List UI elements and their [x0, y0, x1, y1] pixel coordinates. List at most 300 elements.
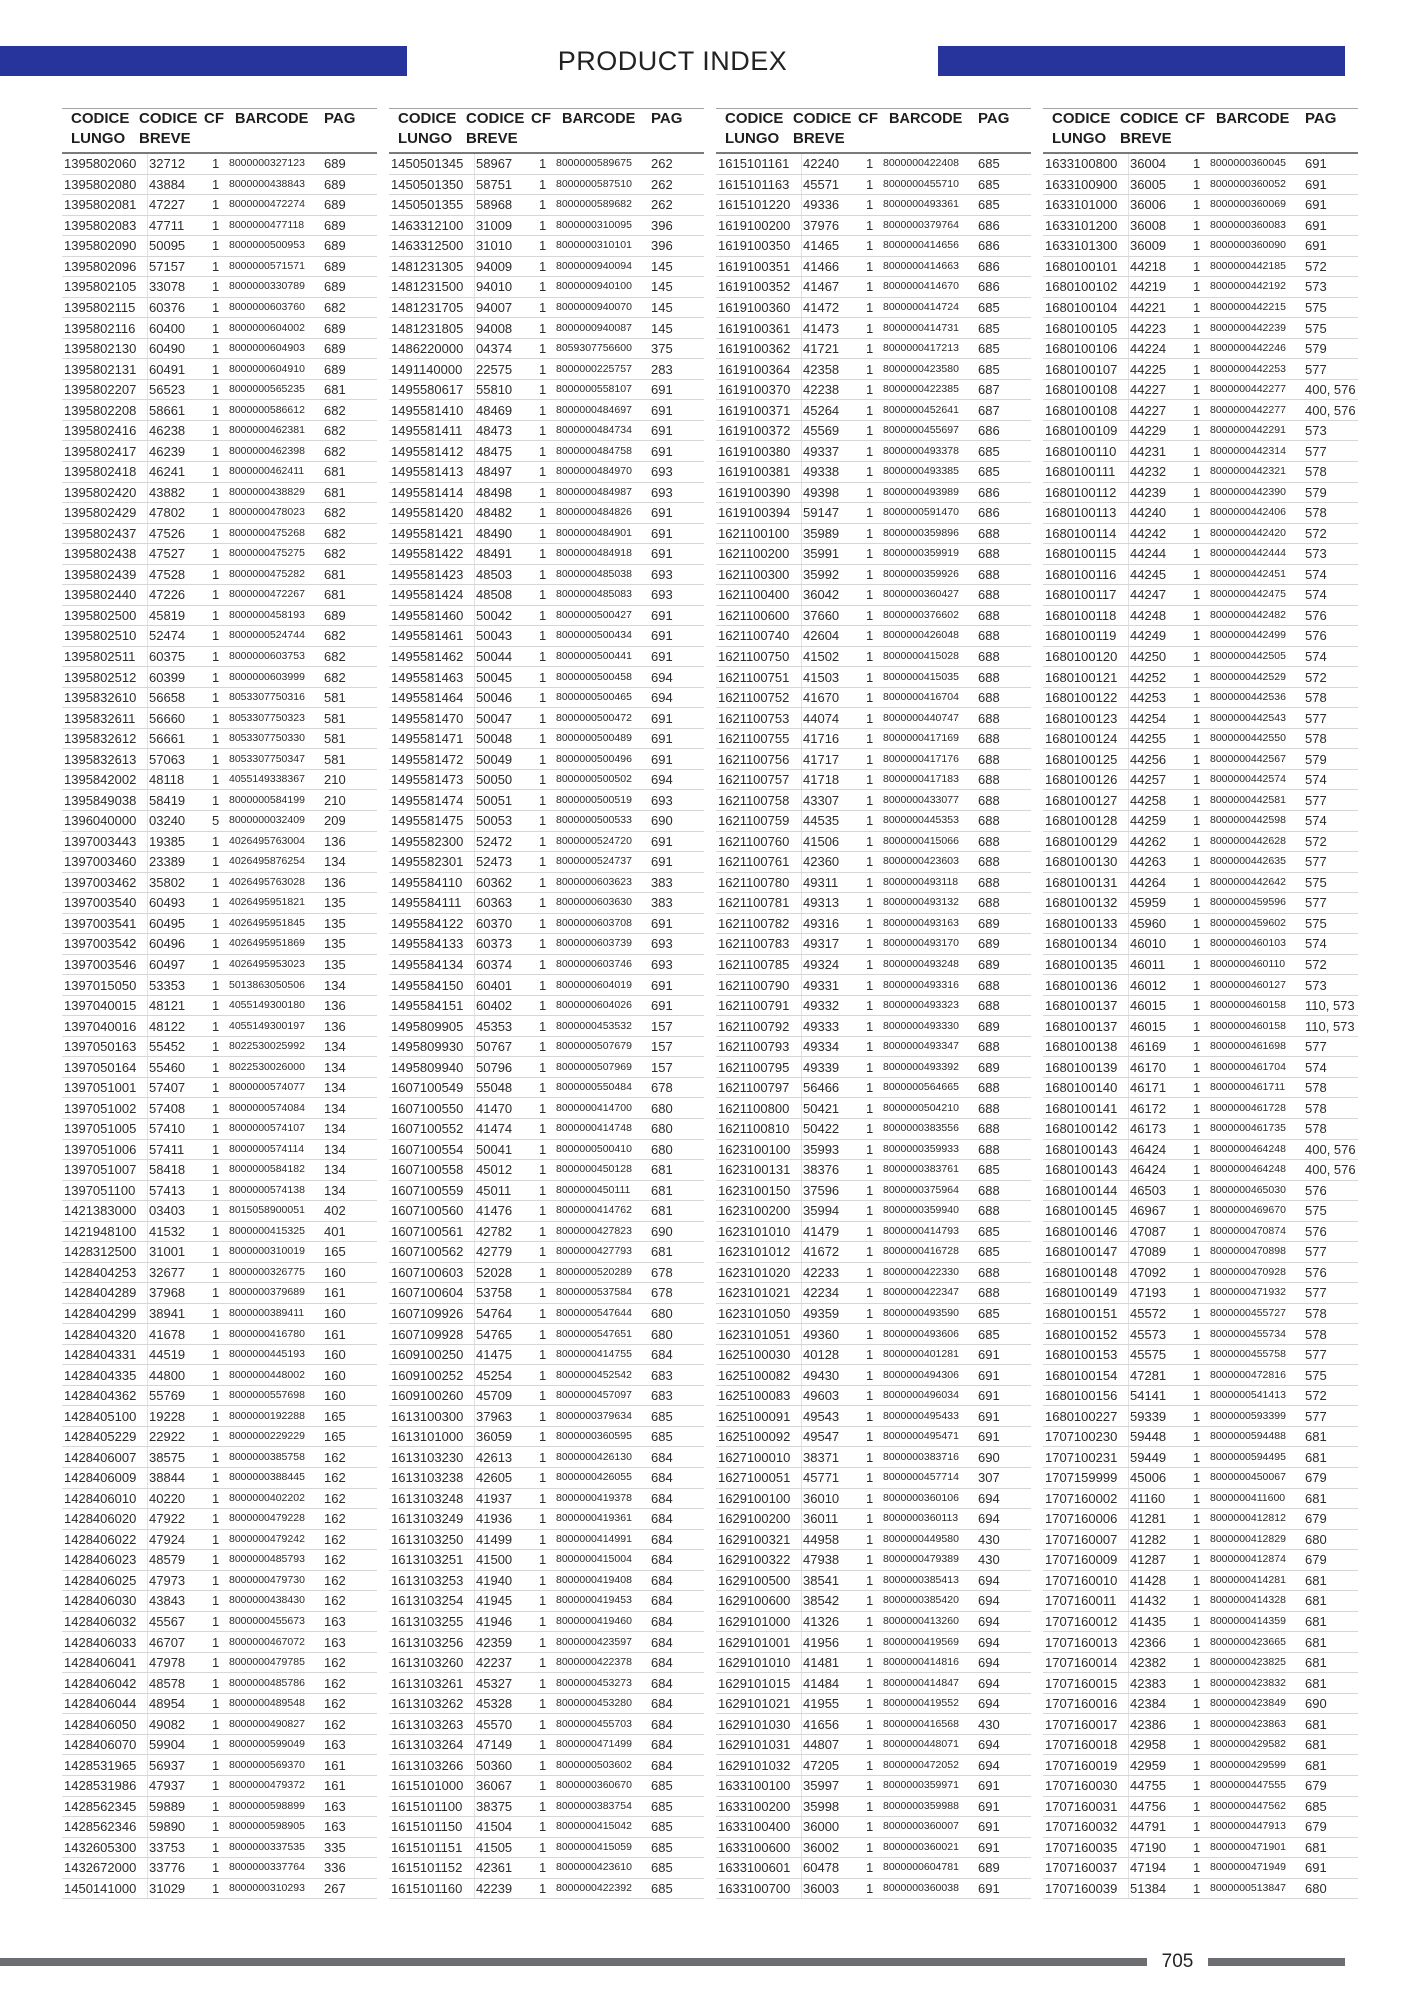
- codice-lungo-cell: 1619100394: [716, 503, 802, 523]
- cf-cell: 1: [866, 464, 874, 480]
- cf-cell: 1: [866, 915, 874, 931]
- table-row: [1043, 1797, 1358, 1818]
- codice-lungo-cell: 1707160002: [1043, 1489, 1129, 1509]
- barcode-cell: 8000000442444: [1210, 547, 1286, 560]
- table-row: [716, 914, 1031, 935]
- cf-cell: 1: [539, 1100, 547, 1116]
- codice-lungo-cell: 1428406041: [62, 1653, 148, 1673]
- pag-cell: 579: [1305, 341, 1327, 357]
- cf-cell: 1: [212, 258, 220, 274]
- table-row: [62, 1181, 377, 1202]
- pag-cell: 145: [651, 279, 673, 295]
- pag-cell: 684: [651, 1572, 673, 1588]
- codice-breve-cell: 52028: [476, 1264, 513, 1280]
- pag-cell: 262: [651, 156, 673, 172]
- pag-cell: 681: [1305, 1675, 1327, 1691]
- table-row: [1043, 339, 1358, 360]
- table-row: [1043, 298, 1358, 319]
- codice-breve-cell: 31010: [476, 238, 513, 254]
- table-row: [1043, 1057, 1358, 1078]
- codice-breve-cell: 42383: [1130, 1675, 1167, 1691]
- codice-breve-cell: 46238: [149, 423, 186, 439]
- barcode-cell: 8000000359940: [883, 1204, 959, 1217]
- codice-breve-cell: 31029: [149, 1880, 186, 1896]
- codice-lungo-cell: 1680100143: [1043, 1140, 1129, 1160]
- codice-lungo-cell: 1432672000: [62, 1858, 148, 1878]
- table-row: [389, 626, 704, 647]
- pag-cell: 681: [1305, 1429, 1327, 1445]
- codice-breve-cell: 54764: [476, 1306, 513, 1322]
- codice-breve-cell: 41479: [803, 1223, 840, 1239]
- barcode-cell: 8000000426130: [556, 1450, 632, 1463]
- pag-cell: 576: [1305, 1182, 1327, 1198]
- codice-breve-cell: 45327: [476, 1675, 513, 1691]
- pag-cell: 688: [978, 1080, 1000, 1096]
- barcode-cell: 4026495763028: [229, 875, 305, 888]
- table-row: [62, 441, 377, 462]
- pag-cell: 690: [1305, 1696, 1327, 1712]
- barcode-cell: 8000000415059: [556, 1840, 632, 1853]
- barcode-cell: 8000000310095: [556, 218, 632, 231]
- cf-cell: 1: [539, 1880, 547, 1896]
- pag-cell: 686: [978, 423, 1000, 439]
- barcode-cell: 8000000604019: [556, 978, 632, 991]
- codice-lungo-cell: 1607100560: [389, 1201, 475, 1221]
- cf-cell: 1: [866, 197, 874, 213]
- pag-cell: 691: [978, 1798, 1000, 1814]
- barcode-cell: 8000000455758: [1210, 1348, 1286, 1361]
- index-table: [62, 108, 377, 1899]
- pag-cell: 574: [1305, 566, 1327, 582]
- cf-cell: 1: [539, 484, 547, 500]
- barcode-cell: 8000000485038: [556, 567, 632, 580]
- codice-lungo-cell: 1629101000: [716, 1612, 802, 1632]
- table-row: [716, 811, 1031, 832]
- barcode-cell: 8000000414359: [1210, 1614, 1286, 1627]
- table-row: [716, 1365, 1031, 1386]
- table-row: [1043, 1263, 1358, 1284]
- codice-lungo-cell: 1629101021: [716, 1694, 802, 1714]
- cf-cell: 1: [539, 915, 547, 931]
- codice-breve-cell: 49398: [803, 484, 840, 500]
- codice-lungo-cell: 1613103248: [389, 1489, 475, 1509]
- codice-lungo-header: CODICE LUNGO: [398, 110, 457, 147]
- codice-breve-cell: 60402: [476, 998, 513, 1014]
- pag-cell: 682: [324, 402, 346, 418]
- cf-cell: 1: [212, 751, 220, 767]
- codice-lungo-cell: 1627100051: [716, 1468, 802, 1488]
- codice-breve-header: CODICE BREVE: [793, 110, 852, 147]
- cf-cell: 1: [212, 669, 220, 685]
- pag-cell: 383: [651, 874, 673, 890]
- barcode-cell: 8000000422408: [883, 157, 959, 170]
- codice-breve-cell: 45328: [476, 1696, 513, 1712]
- pag-cell: 135: [324, 956, 346, 972]
- codice-breve-cell: 56658: [149, 690, 186, 706]
- codice-breve-cell: 44257: [1130, 772, 1167, 788]
- pag-cell: 262: [651, 176, 673, 192]
- codice-breve-cell: 44250: [1130, 649, 1167, 665]
- pag-cell: 684: [651, 1716, 673, 1732]
- barcode-cell: 8000000495433: [883, 1409, 959, 1422]
- table-row: [62, 852, 377, 873]
- codice-lungo-cell: 1395802090: [62, 236, 148, 256]
- table-row: [62, 503, 377, 524]
- cf-cell: 1: [539, 1059, 547, 1075]
- codice-breve-cell: 35989: [803, 525, 840, 541]
- barcode-cell: 8000000479372: [229, 1779, 305, 1792]
- codice-breve-cell: 44535: [803, 813, 840, 829]
- codice-breve-cell: 41282: [1130, 1531, 1167, 1547]
- pag-cell: 691: [978, 1819, 1000, 1835]
- cf-cell: 1: [539, 1408, 547, 1424]
- table-row: [716, 688, 1031, 709]
- barcode-cell: 8000000360052: [1210, 177, 1286, 190]
- codice-lungo-cell: 1619100351: [716, 257, 802, 277]
- cf-cell: 1: [1193, 299, 1201, 315]
- table-row: [716, 1098, 1031, 1119]
- codice-lungo-cell: 1680100125: [1043, 749, 1129, 769]
- cf-cell: 1: [1193, 1860, 1201, 1876]
- barcode-cell: 8000000574114: [229, 1142, 305, 1155]
- cf-cell: 1: [212, 587, 220, 603]
- barcode-cell: 8000000419552: [883, 1697, 959, 1710]
- pag-cell: 688: [978, 998, 1000, 1014]
- pag-cell: 688: [978, 566, 1000, 582]
- pag-cell: 694: [978, 1613, 1000, 1629]
- cf-cell: 1: [866, 1593, 874, 1609]
- footer-right-rule: [1208, 1958, 1345, 1966]
- pag-header: PAG: [651, 110, 683, 127]
- cf-cell: 1: [866, 1367, 874, 1383]
- pag-cell: 685: [978, 1306, 1000, 1322]
- barcode-cell: 8000000379764: [883, 218, 959, 231]
- pag-cell: 578: [1305, 1306, 1327, 1322]
- pag-cell: 685: [978, 299, 1000, 315]
- barcode-cell: 8000000442598: [1210, 814, 1286, 827]
- codice-lungo-cell: 1613103238: [389, 1468, 475, 1488]
- pag-cell: 577: [1305, 1244, 1327, 1260]
- cf-cell: 1: [1193, 1613, 1201, 1629]
- barcode-cell: 8000000574138: [229, 1183, 305, 1196]
- codice-breve-cell: 49333: [803, 1018, 840, 1034]
- cf-cell: 1: [866, 1203, 874, 1219]
- codice-lungo-cell: 1397051002: [62, 1098, 148, 1118]
- codice-breve-cell: 45959: [1130, 895, 1167, 911]
- cf-cell: 1: [212, 1798, 220, 1814]
- cf-cell: 1: [866, 731, 874, 747]
- barcode-cell: 8000000493163: [883, 916, 959, 929]
- table-row: [62, 318, 377, 339]
- table-row: [62, 1447, 377, 1468]
- codice-lungo-cell: 1680100129: [1043, 832, 1129, 852]
- codice-lungo-cell: 1680100108: [1043, 380, 1129, 400]
- table-row: [1043, 790, 1358, 811]
- pag-cell: 691: [978, 1388, 1000, 1404]
- codice-lungo-cell: 1707160016: [1043, 1694, 1129, 1714]
- table-row: [1043, 1776, 1358, 1797]
- table-row: [716, 1776, 1031, 1797]
- barcode-cell: 8000000360670: [556, 1779, 632, 1792]
- cf-cell: 1: [1193, 1326, 1201, 1342]
- codice-lungo-cell: 1428312500: [62, 1242, 148, 1262]
- barcode-cell: 8000000422378: [556, 1656, 632, 1669]
- codice-lungo-cell: 1613103253: [389, 1571, 475, 1591]
- cf-cell: 1: [539, 320, 547, 336]
- cf-cell: 1: [1193, 587, 1201, 603]
- codice-lungo-cell: 1633101300: [1043, 236, 1129, 256]
- barcode-cell: 8000000493323: [883, 999, 959, 1012]
- pag-cell: 691: [651, 443, 673, 459]
- codice-lungo-cell: 1623100150: [716, 1181, 802, 1201]
- codice-breve-cell: 48491: [476, 546, 513, 562]
- codice-breve-cell: 41500: [476, 1552, 513, 1568]
- codice-breve-cell: 41946: [476, 1613, 513, 1629]
- table-row: [1043, 1468, 1358, 1489]
- table-row: [716, 154, 1031, 175]
- pag-cell: 691: [651, 382, 673, 398]
- codice-lungo-cell: 1627100010: [716, 1447, 802, 1467]
- codice-lungo-cell: 1428531965: [62, 1755, 148, 1775]
- codice-lungo-cell: 1395849038: [62, 790, 148, 810]
- codice-lungo-cell: 1707160015: [1043, 1673, 1129, 1693]
- codice-breve-cell: 58751: [476, 176, 513, 192]
- pag-cell: 685: [651, 1429, 673, 1445]
- codice-lungo-cell: 1613100300: [389, 1406, 475, 1426]
- cf-cell: 1: [212, 1819, 220, 1835]
- codice-lungo-cell: 1621100797: [716, 1078, 802, 1098]
- cf-cell: 1: [1193, 1059, 1201, 1075]
- cf-cell: 1: [539, 1162, 547, 1178]
- codice-lungo-cell: 1680100123: [1043, 708, 1129, 728]
- cf-cell: 1: [866, 1531, 874, 1547]
- codice-lungo-cell: 1395832610: [62, 688, 148, 708]
- table-row: [1043, 1530, 1358, 1551]
- table-row: [716, 1838, 1031, 1859]
- barcode-cell: 8000000385413: [883, 1573, 959, 1586]
- codice-lungo-cell: 1395802080: [62, 175, 148, 195]
- cf-cell: 1: [539, 649, 547, 665]
- table-row: [389, 1119, 704, 1140]
- codice-breve-cell: 60373: [476, 936, 513, 952]
- table-row: [389, 441, 704, 462]
- pag-cell: 681: [1305, 1490, 1327, 1506]
- codice-breve-cell: 35992: [803, 566, 840, 582]
- pag-cell: 681: [324, 566, 346, 582]
- table-row: [62, 1201, 377, 1222]
- cf-cell: 1: [866, 1819, 874, 1835]
- cf-cell: 1: [866, 1429, 874, 1445]
- codice-lungo-cell: 1619100362: [716, 339, 802, 359]
- barcode-cell: 8000000507679: [556, 1040, 632, 1053]
- codice-lungo-cell: 1619100360: [716, 298, 802, 318]
- pag-cell: 684: [651, 1347, 673, 1363]
- cf-cell: 1: [866, 628, 874, 644]
- codice-breve-cell: 57411: [149, 1141, 185, 1157]
- table-row: [62, 1468, 377, 1489]
- cf-cell: 1: [1193, 279, 1201, 295]
- cf-cell: 1: [539, 341, 547, 357]
- codice-lungo-cell: 1633100800: [1043, 154, 1129, 174]
- cf-cell: 1: [1193, 772, 1201, 788]
- barcode-cell: 8000000419378: [556, 1491, 632, 1504]
- pag-cell: 694: [978, 1593, 1000, 1609]
- pag-cell: 693: [651, 464, 673, 480]
- barcode-cell: 8000000453273: [556, 1676, 632, 1689]
- barcode-cell: 8000000447913: [1210, 1820, 1286, 1833]
- cf-cell: 1: [212, 1490, 220, 1506]
- cf-cell: 1: [866, 382, 874, 398]
- codice-lungo-cell: 1481231705: [389, 298, 475, 318]
- codice-lungo-cell: 1633100100: [716, 1776, 802, 1796]
- barcode-cell: 8000000599049: [229, 1738, 305, 1751]
- codice-lungo-cell: 1633100400: [716, 1817, 802, 1837]
- barcode-cell: 8000000489548: [229, 1697, 305, 1710]
- barcode-cell: 8000000496034: [883, 1389, 959, 1402]
- codice-lungo-cell: 1629100200: [716, 1509, 802, 1529]
- table-row: [1043, 1098, 1358, 1119]
- codice-lungo-cell: 1607100562: [389, 1242, 475, 1262]
- pag-cell: 685: [978, 1223, 1000, 1239]
- codice-lungo-cell: 1707160009: [1043, 1550, 1129, 1570]
- codice-breve-cell: 43884: [149, 176, 186, 192]
- codice-breve-cell: 45254: [476, 1367, 513, 1383]
- cf-cell: 1: [212, 1429, 220, 1445]
- cf-cell: 1: [212, 443, 220, 459]
- pag-cell: 163: [324, 1819, 346, 1835]
- codice-breve-cell: 48579: [149, 1552, 186, 1568]
- codice-lungo-cell: 1395802510: [62, 626, 148, 646]
- codice-lungo-cell: 1495581410: [389, 400, 475, 420]
- table-row: [62, 236, 377, 257]
- barcode-cell: 8000000310293: [229, 1881, 305, 1894]
- barcode-cell: 8000000419460: [556, 1614, 632, 1627]
- cf-cell: 1: [539, 792, 547, 808]
- pag-cell: 402: [324, 1203, 346, 1219]
- codice-lungo-cell: 1613103266: [389, 1755, 475, 1775]
- codice-lungo-cell: 1495581420: [389, 503, 475, 523]
- barcode-cell: 8000000423580: [883, 362, 959, 375]
- barcode-cell: 8000000471932: [1210, 1286, 1286, 1299]
- table-row: [716, 1324, 1031, 1345]
- codice-breve-cell: 47938: [803, 1552, 840, 1568]
- cf-cell: 1: [1193, 1141, 1201, 1157]
- table-row: [1043, 236, 1358, 257]
- codice-lungo-cell: 1680100112: [1043, 483, 1129, 503]
- codice-lungo-cell: 1680100147: [1043, 1242, 1129, 1262]
- pag-cell: 307: [978, 1470, 1000, 1486]
- codice-lungo-cell: 1463312500: [389, 236, 475, 256]
- cf-header: CF: [858, 110, 878, 127]
- cf-cell: 1: [212, 1613, 220, 1629]
- barcode-cell: 8000000500410: [556, 1142, 632, 1155]
- codice-breve-cell: 19228: [149, 1408, 186, 1424]
- table-row: [1043, 1447, 1358, 1468]
- table-row: [1043, 1324, 1358, 1345]
- codice-breve-cell: 47922: [149, 1511, 186, 1527]
- cf-cell: 1: [1193, 1285, 1201, 1301]
- codice-lungo-cell: 1395802060: [62, 154, 148, 174]
- barcode-header: BARCODE: [889, 111, 963, 127]
- barcode-cell: 8000000584182: [229, 1163, 305, 1176]
- codice-breve-cell: 94007: [476, 299, 513, 315]
- codice-breve-cell: 50360: [476, 1757, 513, 1773]
- table-row: [1043, 195, 1358, 216]
- cf-cell: 1: [212, 1018, 220, 1034]
- cf-cell: 1: [866, 341, 874, 357]
- pag-cell: 684: [651, 1655, 673, 1671]
- cf-cell: 5: [212, 813, 220, 829]
- codice-lungo-cell: 1621100785: [716, 955, 802, 975]
- pag-cell: 575: [1305, 320, 1327, 336]
- codice-lungo-cell: 1680100133: [1043, 914, 1129, 934]
- codice-lungo-cell: 1428406020: [62, 1509, 148, 1529]
- barcode-cell: 8000000440747: [883, 711, 959, 724]
- codice-lungo-cell: 1607100558: [389, 1160, 475, 1180]
- pag-cell: 691: [651, 546, 673, 562]
- codice-lungo-cell: 1619100372: [716, 421, 802, 441]
- barcode-cell: 8000000442185: [1210, 259, 1286, 272]
- codice-breve-cell: 55810: [476, 382, 513, 398]
- codice-breve-header: CODICE BREVE: [466, 110, 525, 147]
- codice-breve-cell: 50046: [476, 690, 513, 706]
- codice-breve-cell: 38844: [149, 1470, 186, 1486]
- pag-cell: 572: [1305, 1388, 1327, 1404]
- table-header: [389, 108, 704, 154]
- cf-cell: 1: [212, 546, 220, 562]
- table-row: [62, 1550, 377, 1571]
- cf-cell: 1: [212, 402, 220, 418]
- barcode-cell: 8000000413260: [883, 1614, 959, 1627]
- barcode-cell: 8000000433077: [883, 793, 959, 806]
- cf-cell: 1: [212, 1244, 220, 1260]
- codice-breve-cell: 55452: [149, 1039, 186, 1055]
- codice-breve-cell: 42239: [476, 1880, 513, 1896]
- table-row: [389, 667, 704, 688]
- cf-cell: 1: [539, 1696, 547, 1712]
- codice-lungo-cell: 1680100152: [1043, 1324, 1129, 1344]
- barcode-cell: 8000000603760: [229, 300, 305, 313]
- codice-breve-cell: 50044: [476, 649, 513, 665]
- codice-breve-cell: 53758: [476, 1285, 513, 1301]
- table-row: [62, 688, 377, 709]
- cf-cell: 1: [539, 1326, 547, 1342]
- barcode-cell: 8015058900051: [229, 1204, 305, 1217]
- codice-lungo-cell: 1613103230: [389, 1447, 475, 1467]
- codice-lungo-cell: 1619100364: [716, 359, 802, 379]
- barcode-cell: 8000000417213: [883, 342, 959, 355]
- barcode-cell: 8000000414281: [1210, 1573, 1286, 1586]
- cf-cell: 1: [866, 710, 874, 726]
- table-row: [389, 934, 704, 955]
- codice-lungo-cell: 1629101015: [716, 1673, 802, 1693]
- codice-lungo-cell: 1680100137: [1043, 1016, 1129, 1036]
- pag-cell: 577: [1305, 443, 1327, 459]
- cf-cell: 1: [866, 1470, 874, 1486]
- cf-cell: 1: [1193, 956, 1201, 972]
- pag-cell: 162: [324, 1449, 346, 1465]
- table-row: [62, 647, 377, 668]
- codice-breve-cell: 52474: [149, 628, 186, 644]
- barcode-cell: 8000000458193: [229, 608, 305, 621]
- codice-breve-cell: 59449: [1130, 1449, 1167, 1465]
- codice-breve-cell: 41717: [803, 751, 840, 767]
- cf-cell: 1: [212, 1552, 220, 1568]
- barcode-cell: 8000000442451: [1210, 567, 1286, 580]
- codice-breve-cell: 59147: [803, 505, 840, 521]
- codice-breve-cell: 60491: [149, 361, 186, 377]
- pag-cell: 576: [1305, 628, 1327, 644]
